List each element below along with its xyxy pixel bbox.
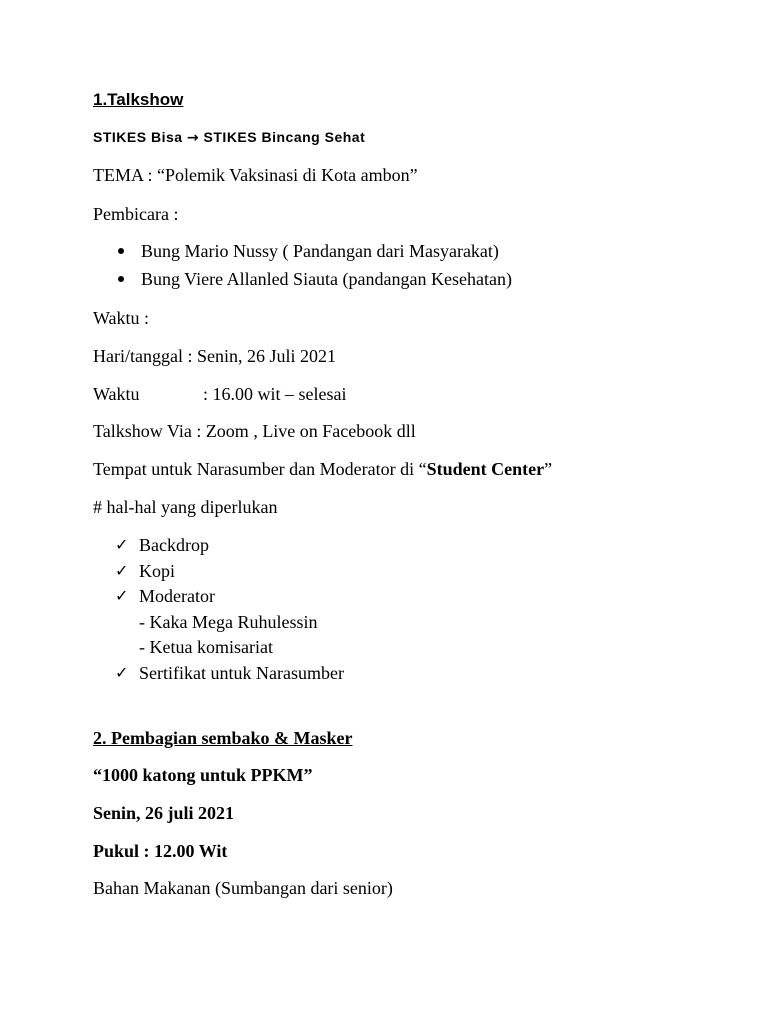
checkmark-icon: ✓ bbox=[115, 561, 129, 580]
list-item bbox=[115, 535, 209, 555]
pembicara-label: Pembicara : bbox=[93, 204, 179, 224]
arrow-right-icon: → bbox=[186, 130, 200, 146]
pembicara-item: Bung Mario Nussy ( Pandangan dari Masyarakat) bbox=[141, 241, 499, 261]
list-item bbox=[115, 561, 175, 581]
list-item bbox=[115, 269, 512, 289]
tema-line: TEMA : “Polemik Vaksinasi di Kota ambon” bbox=[93, 165, 418, 185]
waktu-value: : 16.00 wit – selesai bbox=[203, 384, 347, 404]
needs-item: Moderator bbox=[139, 586, 215, 606]
list-item bbox=[115, 241, 499, 261]
bullet-icon bbox=[118, 248, 124, 254]
tempat-suffix: ” bbox=[544, 459, 553, 479]
section1-subtitle bbox=[93, 127, 365, 148]
waktu-key: Waktu bbox=[93, 384, 140, 404]
subtitle-left: STIKES Bisa bbox=[93, 129, 183, 145]
needs-item: Sertifikat untuk Narasumber bbox=[139, 663, 344, 683]
hari-tanggal-line: Hari/tanggal : Senin, 26 Juli 2021 bbox=[93, 346, 336, 366]
waktu-label: Waktu : bbox=[93, 308, 150, 328]
section2-slogan: “1000 katong untuk PPKM” bbox=[93, 765, 313, 785]
section2-date: Senin, 26 juli 2021 bbox=[93, 803, 235, 823]
needs-label: # hal-hal yang diperlukan bbox=[93, 497, 278, 517]
via-line: Talkshow Via : Zoom , Live on Facebook dll bbox=[93, 421, 416, 441]
tempat-line bbox=[93, 459, 552, 479]
section2-bahan: Bahan Makanan (Sumbangan dari senior) bbox=[93, 878, 393, 898]
tempat-bold: Student Center bbox=[426, 459, 545, 479]
list-item bbox=[115, 586, 215, 606]
moderator-sub-item: - Kaka Mega Ruhulessin bbox=[139, 612, 318, 632]
waktu-line bbox=[93, 384, 346, 404]
bullet-icon bbox=[118, 276, 124, 282]
section2-heading: 2. Pembagian sembako & Masker bbox=[93, 728, 353, 748]
checkmark-icon: ✓ bbox=[115, 535, 129, 554]
checkmark-icon: ✓ bbox=[115, 586, 129, 605]
needs-item: Backdrop bbox=[139, 535, 209, 555]
section2-time: Pukul : 12.00 Wit bbox=[93, 841, 228, 861]
section1-heading: 1.Talkshow bbox=[93, 90, 184, 109]
tempat-prefix: Tempat untuk Narasumber dan Moderator di “ bbox=[93, 459, 427, 479]
pembicara-item: Bung Viere Allanled Siauta (pandangan Kesehatan) bbox=[141, 269, 512, 289]
checkmark-icon: ✓ bbox=[115, 663, 129, 682]
list-item bbox=[115, 663, 344, 683]
needs-item: Kopi bbox=[139, 561, 175, 581]
subtitle-right: STIKES Bincang Sehat bbox=[203, 129, 366, 145]
moderator-sub-item: - Ketua komisariat bbox=[139, 637, 273, 657]
